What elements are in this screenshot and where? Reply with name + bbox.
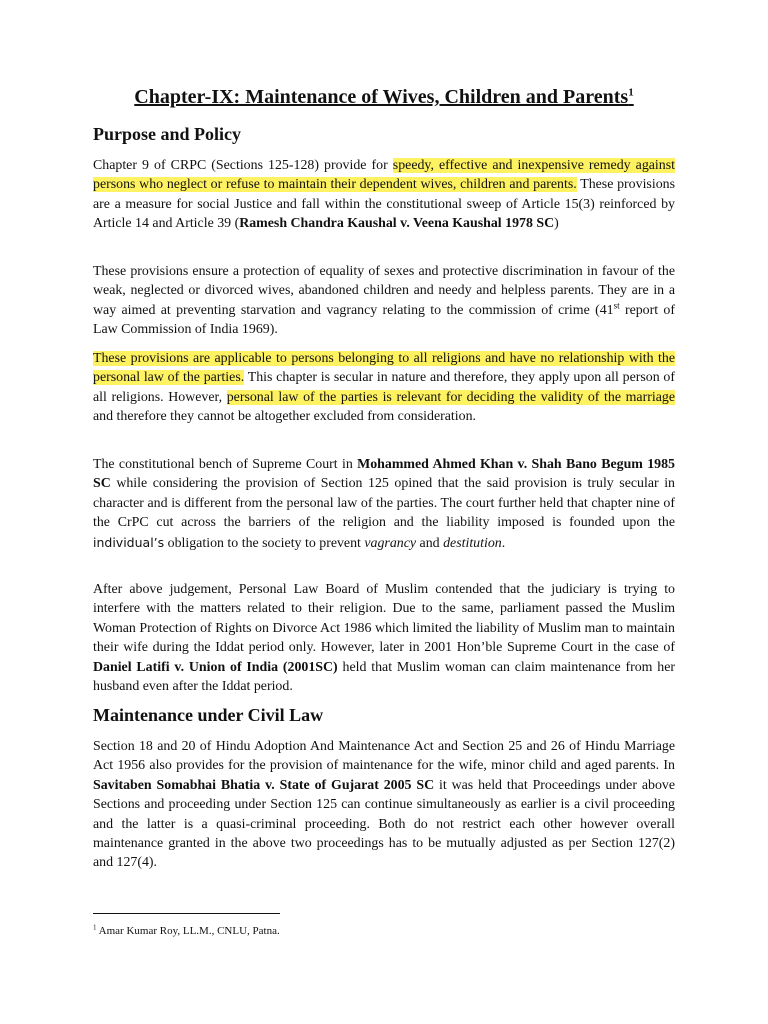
case-citation: Ramesh Chandra Kaushal v. Veena Kaushal 1978 SC [239, 216, 555, 232]
footnote-number: 1 [93, 923, 97, 932]
highlight: These provisions are applicable to persons belonging to all religions and have no relationship with the personal law of the parties. [93, 351, 675, 386]
paragraph-equality: These provisions ensure a protection of equality of sexes and protective discrimination in favour of the weak, neglected or divorced wives, abandoned children and needy and helpless parents. They are in a way aimed at preventing starvation and vagrancy relating to the commission of crime (41st report of Law Commission of India 1969). [93, 264, 676, 338]
highlight: speedy, effective and inexpensive remedy against persons who neglect or refuse to maintain their dependent wives, children and parents. [93, 158, 675, 193]
highlight: personal law of the parties is relevant for deciding the validity of the marriage [226, 389, 675, 405]
section-heading-purpose: Purpose and Policy [93, 124, 242, 144]
case-citation: Savitaben Somabhai Bhatia v. State of Gujarat 2005 SC [93, 777, 435, 793]
paragraph-personal-law-board: After above judgement, Personal Law Board of Muslim contended that the judiciary is trying to interfere with the matters related to their religion. Due to the same, parliament passed the Muslim Woman Protection of Rights on Divorce Act 1986 which limited the liability of Muslim man to maintain their wife during the Iddat period only. However, later in 2001 Hon’ble Supreme Court in the case of Daniel Latifi v. Union of India (2001SC) held that Muslim woman can claim maintenance from her husband even after the Iddat period. [93, 582, 675, 695]
paragraph-civil-law: Section 18 and 20 of Hindu Adoption And Maintenance Act and Section 25 and 26 of Hindu Marriage Act 1956 also provides for the provision of maintenance for the wife, minor child and aged parents. In Savitaben Somabhai Bhatia v. State of Gujarat 2005 SC it was held that Proceedings under above Sections and proceeding under Section 125 can continue simultaneously as earlier is a civil proceeding and the latter is a quasi-criminal proceeding. Both do not restrict each other however overall maintenance granted in the above two proceedings has to be mutually adjusted as per Section 127(2) and 127(4). [93, 739, 676, 871]
title-footnote-ref: 1 [628, 86, 634, 99]
footnote: $^1$ Amar Kumar Roy, LL.M., CNLU, Patna. [93, 923, 280, 937]
paragraph-purpose: Chapter 9 of CRPC (Sections 125-128) provide for speedy, effective and inexpensive remedy against persons who neglect or refuse to maintain their dependent wives, children and parents. These provisions are a measure for social Justice and fall within the constitutional sweep of Article 15(3) reinforced by Article 14 and Article 39 (Ramesh Chandra Kaushal v. Veena Kaushal 1978 SC) [93, 158, 675, 232]
footnote-separator [93, 913, 280, 914]
chapter-title: Chapter-IX: Maintenance of Wives, Children and Parents$^1$ [134, 86, 634, 108]
section-heading-civil-law: Maintenance under Civil Law [93, 705, 324, 725]
case-citation: Mohammed Ahmed Khan v. Shah Bano Begum 1985 SC [93, 457, 675, 492]
paragraph-applicability: These provisions are applicable to persons belonging to all religions and have no relationship with the personal law of the parties. This chapter is secular in nature and therefore, they apply upon all person of all religions. However, personal law of the parties is relevant for deciding the validity of the marriage and therefore they cannot be altogether excluded from consideration. [93, 351, 675, 425]
paragraph-shah-bano: The constitutional bench of Supreme Court in Mohammed Ahmed Khan v. Shah Bano Begum 1985 SC while considering the provision of Section 125 opined that the said provision is truly secular in character and is different from the personal law of the parties. The court further held that chapter nine of the CrPC cut across the barriers of the religion and the liability imposed is founded upon the individual’s obligation to the society to prevent vagrancy and destitution. [93, 457, 675, 551]
case-citation: Daniel Latifi v. Union of India (2001SC) [93, 659, 338, 675]
